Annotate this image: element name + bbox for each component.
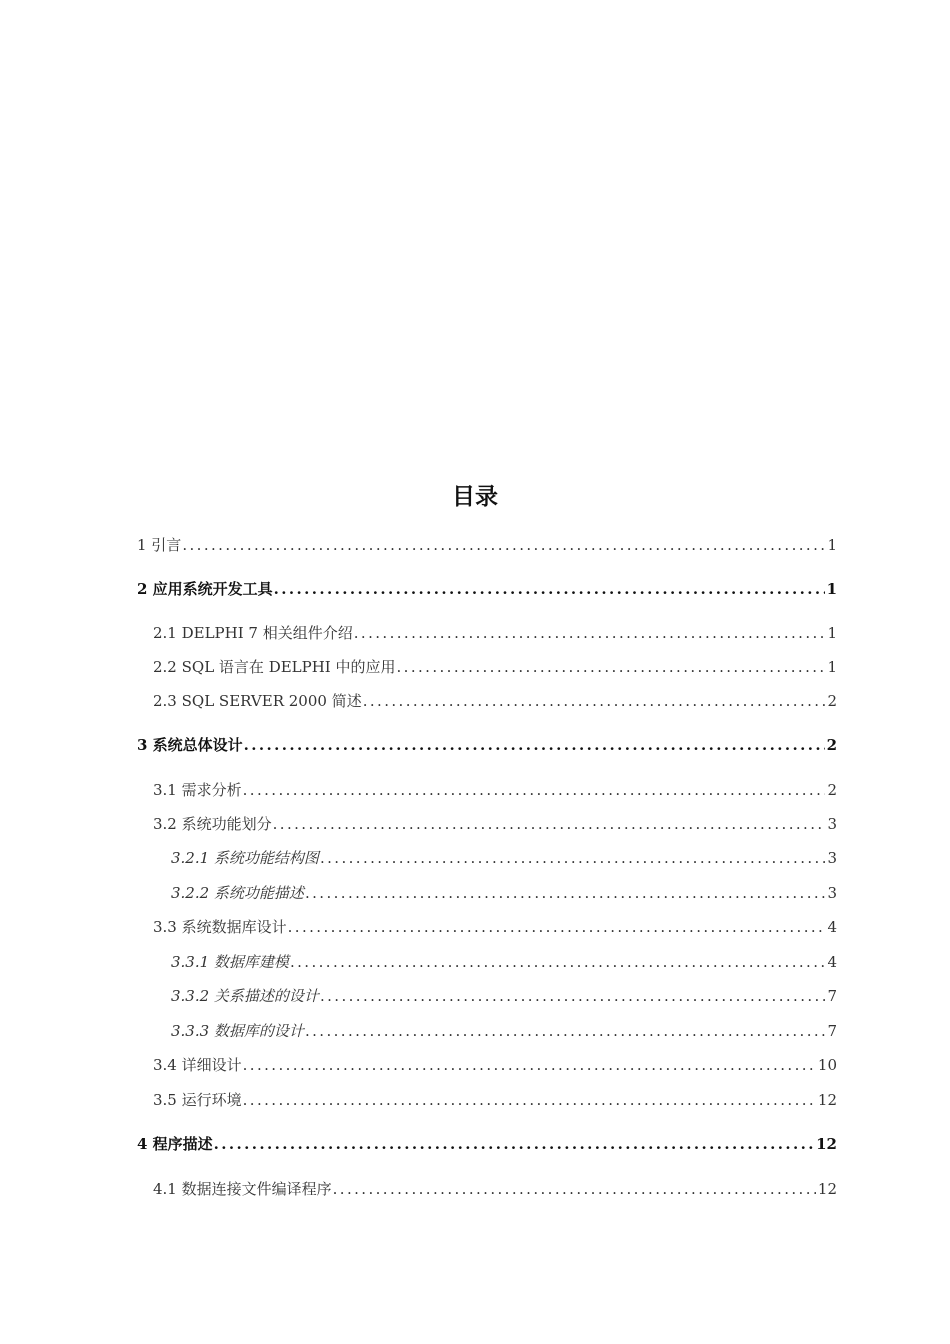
dot-leader [305, 882, 826, 904]
dot-leader [288, 916, 826, 938]
dot-leader [243, 1054, 816, 1076]
toc-page-number: 7 [827, 1022, 837, 1040]
toc-page-number: 2 [826, 736, 837, 754]
toc-page-number: 10 [817, 1056, 837, 1074]
toc-page-number: 12 [816, 1135, 837, 1153]
toc-entry-label: 3.1 需求分析 [153, 781, 242, 799]
dot-leader [273, 813, 826, 835]
dot-leader [397, 656, 826, 678]
dot-leader [320, 847, 826, 869]
toc-entry-label: 4 程序描述 [137, 1135, 213, 1153]
toc-entry-2-1[interactable] [153, 622, 837, 644]
dot-leader [333, 1178, 816, 1200]
dot-leader [243, 1089, 816, 1111]
toc-page-number: 1 [827, 658, 837, 676]
toc-entry-3-2-1[interactable] [171, 847, 837, 869]
toc-entry-label: 3.3.2 关系描述的设计 [171, 987, 319, 1005]
toc-entry-label: 4.1 数据连接文件编译程序 [153, 1180, 332, 1198]
dot-leader [244, 734, 825, 756]
toc-page-number: 2 [827, 692, 837, 710]
toc-entry-2[interactable] [137, 578, 837, 600]
toc-page-number: 1 [826, 580, 837, 598]
toc-page-number: 7 [827, 987, 837, 1005]
dot-leader [274, 578, 825, 600]
dot-leader [320, 985, 826, 1007]
toc-entry-2-3[interactable] [153, 690, 837, 712]
toc-page-number: 4 [827, 918, 837, 936]
toc-page-number: 2 [827, 781, 837, 799]
toc-entry-1[interactable] [137, 534, 837, 556]
toc-page-number: 4 [827, 953, 837, 971]
toc-entry-label: 2 应用系统开发工具 [137, 580, 273, 598]
dot-leader [290, 951, 826, 973]
toc-page-number: 3 [827, 884, 837, 902]
toc-title: 目录 [452, 484, 498, 510]
toc-entry-label: 3 系统总体设计 [137, 736, 243, 754]
dot-leader [182, 534, 825, 556]
toc-entry-label: 2.3 SQL SERVER 2000 简述 [153, 692, 362, 710]
toc-entry-label: 2.1 DELPHI 7 相关组件介绍 [153, 624, 353, 642]
toc-page-number: 3 [827, 815, 837, 833]
toc-entry-label: 3.2.1 系统功能结构图 [171, 849, 319, 867]
toc-entry-3-3-3[interactable] [171, 1020, 837, 1042]
toc-entry-4-1[interactable] [153, 1178, 837, 1200]
toc-entry-3-1[interactable] [153, 779, 837, 801]
toc-page-number: 12 [817, 1091, 837, 1109]
toc-entry-3[interactable] [137, 734, 837, 756]
dot-leader [305, 1020, 826, 1042]
dot-leader [214, 1133, 814, 1155]
toc-entry-label: 3.3.1 数据库建模 [171, 953, 289, 971]
toc-entry-3-3[interactable] [153, 916, 837, 938]
toc-entry-4[interactable] [137, 1133, 837, 1155]
toc-entry-3-3-1[interactable] [171, 951, 837, 973]
toc-entry-label: 3.3.3 数据库的设计 [171, 1022, 304, 1040]
toc-entry-3-3-2[interactable] [171, 985, 837, 1007]
toc-entry-3-2-2[interactable] [171, 882, 837, 904]
toc-entry-3-5[interactable] [153, 1089, 837, 1111]
dot-leader [363, 690, 826, 712]
dot-leader [243, 779, 826, 801]
toc-entry-label: 3.4 详细设计 [153, 1056, 242, 1074]
toc-entry-label: 2.2 SQL 语言在 DELPHI 中的应用 [153, 658, 396, 676]
toc-entry-2-2[interactable] [153, 656, 837, 678]
toc-page-number: 1 [827, 536, 837, 554]
toc-page-number: 3 [827, 849, 837, 867]
toc-entry-label: 1 引言 [137, 536, 182, 554]
toc-entry-label: 3.2.2 系统功能描述 [171, 884, 304, 902]
toc-entry-label: 3.3 系统数据库设计 [153, 918, 287, 936]
toc-entry-3-2[interactable] [153, 813, 837, 835]
toc-entry-3-4[interactable] [153, 1054, 837, 1076]
toc-page-number: 1 [827, 624, 837, 642]
toc-page-number: 12 [817, 1180, 837, 1198]
dot-leader [354, 622, 826, 644]
toc-entry-label: 3.5 运行环境 [153, 1091, 242, 1109]
toc-entry-label: 3.2 系统功能划分 [153, 815, 272, 833]
